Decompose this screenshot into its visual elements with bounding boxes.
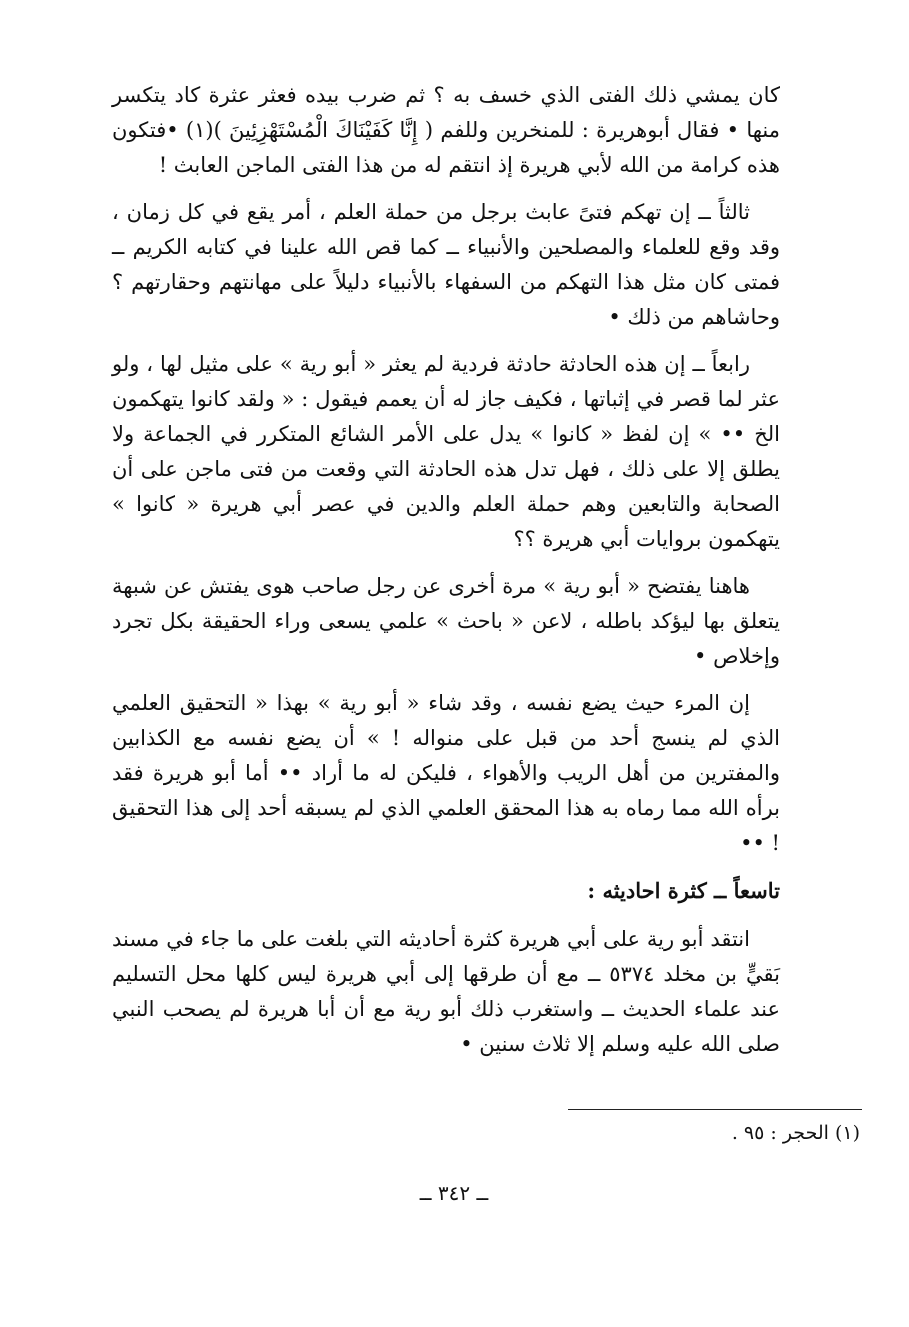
footnote: (١) الحجر : ٩٥ . [731, 1122, 860, 1144]
section-heading: تاسعاً ــ كثرة احاديثه : [587, 878, 780, 903]
paragraph-3: رابعاً ــ إن هذه الحادثة حادثة فردية لم يعثر « أبو رية » على مثيل لها ، ولو عثر لما قصر في إثباتها ، فكيف جاز له أن يعمم فيقول : « ولقد كانوا يتهكمون الخ •• » إن لفظ « كانوا » يدل على الأمر الشائع المتكرر في الجماعة ولا يطلق إلا على ذلك ، فهل تدل هذه الحادثة التي وقعت من فتى ماجن على أن الصحابة والتابعين وهم حملة العلم والدين في عصر أبي هريرة « كانوا » يتهكمون بروايات أبي هريرة ؟؟ [112, 352, 780, 551]
paragraph-1: كان يمشي ذلك الفتى الذي خسف به ؟ ثم ضرب بيده فعثر عثرة كاد يتكسر منها • فقال أبوهريرة : للمنخرين وللفم ( إِنَّا كَفَيْنَاكَ الْمُسْتَهْزِئِينَ )(١) •فتكون هذه كرامة من الله لأبي هريرة إذ انتقم له من هذا الفتى الماجن العابث ! [112, 83, 780, 177]
page-number: ــ ٣٤٢ ــ [419, 1181, 489, 1205]
footnote-divider [568, 1109, 862, 1110]
section-paragraph: انتقد أبو رية على أبي هريرة كثرة أحاديثه التي بلغت على ما جاء في مسند بَقيٍّ بن مخلد ٥٣٧٤ ــ مع أن طرقها إلى أبي هريرة ليس كلها محل التسليم عند علماء الحديث ــ واستغرب ذلك أبو رية مع أن أبا هريرة لم يصحب النبي صلى الله عليه وسلم إلا ثلاث سنين • [112, 927, 780, 1056]
paragraph-4: هاهنا يفتضح « أبو رية » مرة أخرى عن رجل صاحب هوى يفتش عن شبهة يتعلق بها ليؤكد باطله ، لاعن « باحث » علمي يسعى وراء الحقيقة بكل تجرد وإخلاص • [112, 574, 780, 668]
paragraph-5: إن المرء حيث يضع نفسه ، وقد شاء « أبو رية » بهذا « التحقيق العلمي الذي لم ينسج أحد من قبل على منواله ! » أن يضع نفسه مع الكذابين والمفترين من أهل الريب والأهواء ، فليكن له ما أراد •• أما أبو هريرة فقد برأه الله مما رماه به هذا المحقق العلمي الذي لم يسبقه أحد إلى هذا التحقيق ! •• [112, 691, 780, 855]
main-text [112, 78, 780, 1074]
paragraph-2: ثالثاً ــ إن تهكم فتىً عابث برجل من حملة العلم ، أمر يقع في كل زمان ، وقد وقع للعلماء والمصلحين والأنبياء ــ كما قص الله علينا في كتابه الكريم ــ فمتى كان مثل هذا التهكم من السفهاء بالأنبياء دليلاً على مهانتهم وحقارتهم ؟ وحاشاهم من ذلك • [112, 200, 780, 329]
